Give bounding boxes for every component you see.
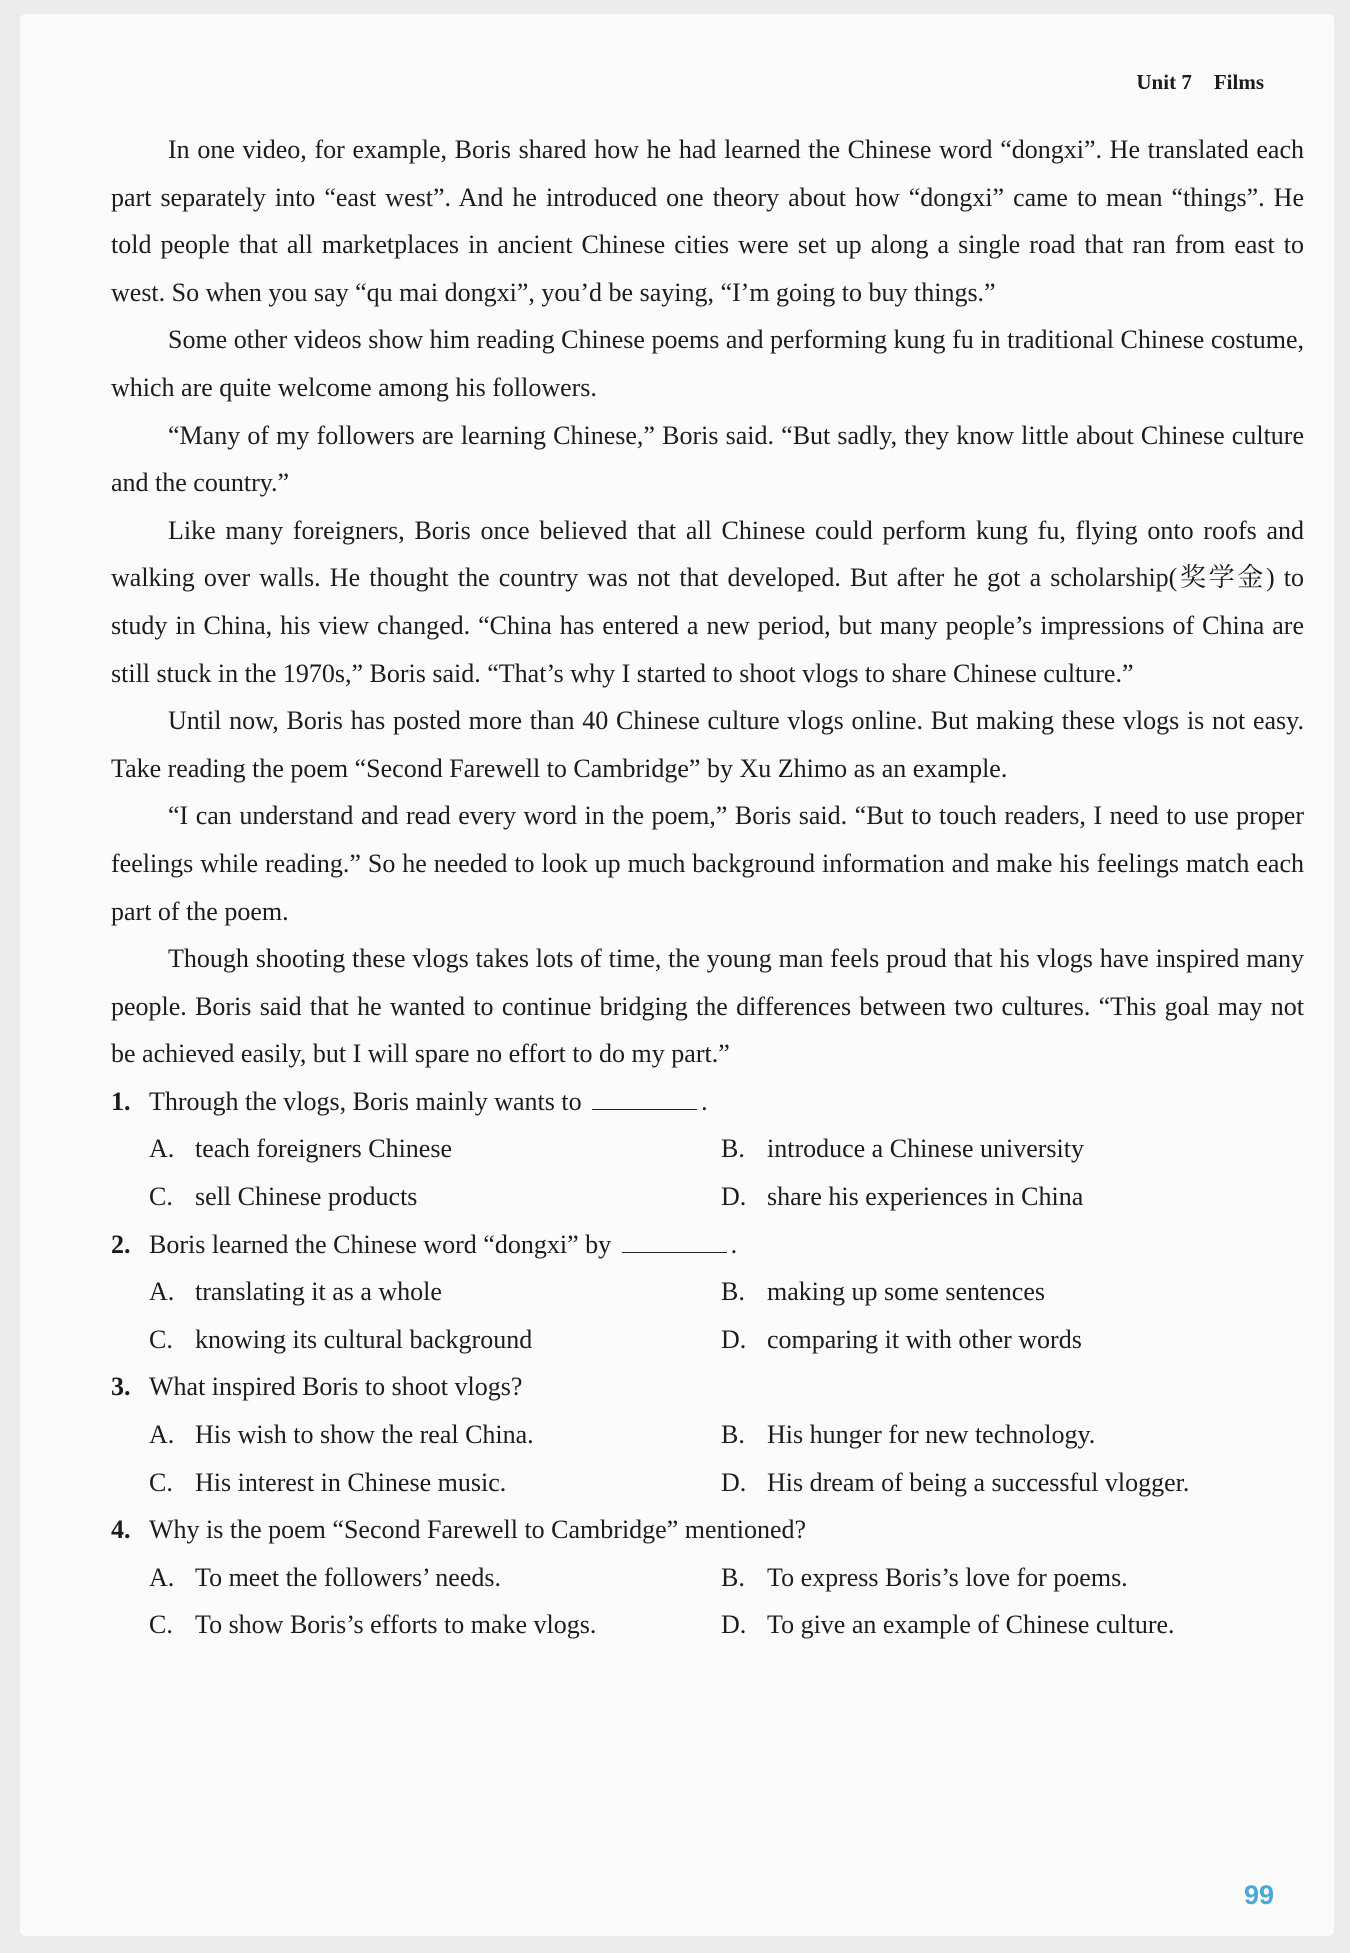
option-text: To show Boris’s efforts to make vlogs. bbox=[195, 1610, 597, 1640]
option-text: share his experiences in China bbox=[767, 1182, 1084, 1212]
option-c[interactable] bbox=[149, 1459, 721, 1507]
answer-blank[interactable] bbox=[622, 1232, 727, 1253]
article-body bbox=[111, 126, 1304, 1649]
paragraph: “I can understand and read every word in the poem,” Boris said. “But to touch readers, I need to use proper feelings while reading.” So he needed to look up much background information and make his feelings match each part of the poem. bbox=[111, 801, 1304, 926]
option-c[interactable] bbox=[149, 1316, 721, 1364]
option-letter: A. bbox=[149, 1134, 175, 1164]
option-letter: B. bbox=[721, 1277, 745, 1307]
question-1 bbox=[111, 1078, 1304, 1221]
option-letter: A. bbox=[149, 1562, 175, 1592]
option-text: His hunger for new technology. bbox=[767, 1420, 1096, 1450]
option-text: sell Chinese products bbox=[195, 1182, 418, 1212]
question-3 bbox=[111, 1363, 1304, 1506]
question-stem: Through the vlogs, Boris mainly wants to bbox=[149, 1086, 582, 1116]
option-text: comparing it with other words bbox=[767, 1324, 1082, 1354]
option-letter: D. bbox=[721, 1324, 747, 1354]
option-d[interactable] bbox=[721, 1173, 1281, 1221]
running-header bbox=[1136, 70, 1264, 95]
option-letter: D. bbox=[721, 1182, 747, 1212]
question-number: 3. bbox=[111, 1372, 131, 1402]
option-letter: B. bbox=[721, 1420, 745, 1450]
option-letter: B. bbox=[721, 1134, 745, 1164]
answer-blank[interactable] bbox=[592, 1089, 697, 1110]
option-text: To meet the followers’ needs. bbox=[195, 1562, 501, 1592]
option-b[interactable] bbox=[721, 1125, 1281, 1173]
question-number: 4. bbox=[111, 1515, 131, 1545]
option-text: To express Boris’s love for poems. bbox=[767, 1562, 1128, 1592]
option-letter: A. bbox=[149, 1277, 175, 1307]
option-text: knowing its cultural background bbox=[195, 1324, 533, 1354]
option-a[interactable] bbox=[149, 1268, 721, 1316]
option-text: teach foreigners Chinese bbox=[195, 1134, 453, 1164]
option-b[interactable] bbox=[721, 1554, 1281, 1602]
question-2 bbox=[111, 1221, 1304, 1364]
option-letter: C. bbox=[149, 1182, 173, 1212]
option-text: His dream of being a successful vlogger. bbox=[767, 1467, 1190, 1497]
option-text: translating it as a whole bbox=[195, 1277, 442, 1307]
paragraph: Some other videos show him reading Chinese poems and performing kung fu in traditional Chinese costume, which are quite welcome among his followers. bbox=[111, 325, 1304, 402]
question-number: 1. bbox=[111, 1086, 131, 1116]
unit-topic: Films bbox=[1213, 70, 1264, 94]
question-stem: Boris learned the Chinese word “dongxi” by bbox=[149, 1229, 612, 1259]
option-d[interactable] bbox=[721, 1459, 1281, 1507]
option-letter: A. bbox=[149, 1420, 175, 1450]
option-d[interactable] bbox=[721, 1316, 1281, 1364]
unit-label: Unit 7 bbox=[1136, 70, 1192, 94]
option-text: introduce a Chinese university bbox=[767, 1134, 1084, 1164]
option-text: making up some sentences bbox=[767, 1277, 1045, 1307]
option-c[interactable] bbox=[149, 1601, 721, 1649]
option-letter: C. bbox=[149, 1324, 173, 1354]
option-letter: D. bbox=[721, 1610, 747, 1640]
paragraph: Like many foreigners, Boris once believed that all Chinese could perform kung fu, flying onto roofs and walking over walls. He thought the country was not that developed. But after he got a scholarship(奖学金) to study in China, his view changed. “China has entered a new period, but many people’s impressions of China are still stuck in the 1970s,” Boris said. “That’s why I started to shoot vlogs to share Chinese culture.” bbox=[111, 515, 1304, 688]
option-d[interactable] bbox=[721, 1601, 1281, 1649]
textbook-page bbox=[20, 14, 1334, 1936]
option-letter: D. bbox=[721, 1467, 747, 1497]
option-a[interactable] bbox=[149, 1554, 721, 1602]
paragraph: Until now, Boris has posted more than 40 Chinese culture vlogs online. But making these vlogs is not easy. Take reading the poem “Second Farewell to Cambridge” by Xu Zhimo as an example. bbox=[111, 706, 1304, 783]
paragraph: “Many of my followers are learning Chinese,” Boris said. “But sadly, they know little about Chinese culture and the country.” bbox=[111, 420, 1304, 498]
option-text: His interest in Chinese music. bbox=[195, 1467, 507, 1497]
option-letter: C. bbox=[149, 1467, 173, 1497]
paragraph: Though shooting these vlogs takes lots of time, the young man feels proud that his vlogs have inspired many people. Boris said that he wanted to continue bridging the differences between two cultures. “This goal may not be achieved easily, but I will spare no effort to do my part.” bbox=[111, 944, 1304, 1069]
stem-end: . bbox=[701, 1086, 708, 1116]
question-4 bbox=[111, 1506, 1304, 1649]
option-b[interactable] bbox=[721, 1411, 1281, 1459]
option-text: His wish to show the real China. bbox=[195, 1420, 534, 1450]
option-b[interactable] bbox=[721, 1268, 1281, 1316]
option-letter: C. bbox=[149, 1610, 173, 1640]
option-a[interactable] bbox=[149, 1411, 721, 1459]
option-text: To give an example of Chinese culture. bbox=[767, 1610, 1175, 1640]
paragraph: In one video, for example, Boris shared how he had learned the Chinese word “dongxi”. He translated each part separately into “east west”. And he introduced one theory about how “dongxi” came to mean “things”. He told people that all marketplaces in ancient Chinese cities were set up along a single road that ran from east to west. So when you say “qu mai dongxi”, you’d be saying, “I’m going to buy things.” bbox=[111, 135, 1304, 307]
question-stem: What inspired Boris to shoot vlogs? bbox=[149, 1372, 523, 1402]
question-number: 2. bbox=[111, 1229, 131, 1259]
option-a[interactable] bbox=[149, 1125, 721, 1173]
question-stem: Why is the poem “Second Farewell to Cambridge” mentioned? bbox=[149, 1515, 807, 1545]
option-letter: B. bbox=[721, 1562, 745, 1592]
option-c[interactable] bbox=[149, 1173, 721, 1221]
page-number: 99 bbox=[1243, 1880, 1274, 1910]
stem-end: . bbox=[730, 1229, 738, 1259]
